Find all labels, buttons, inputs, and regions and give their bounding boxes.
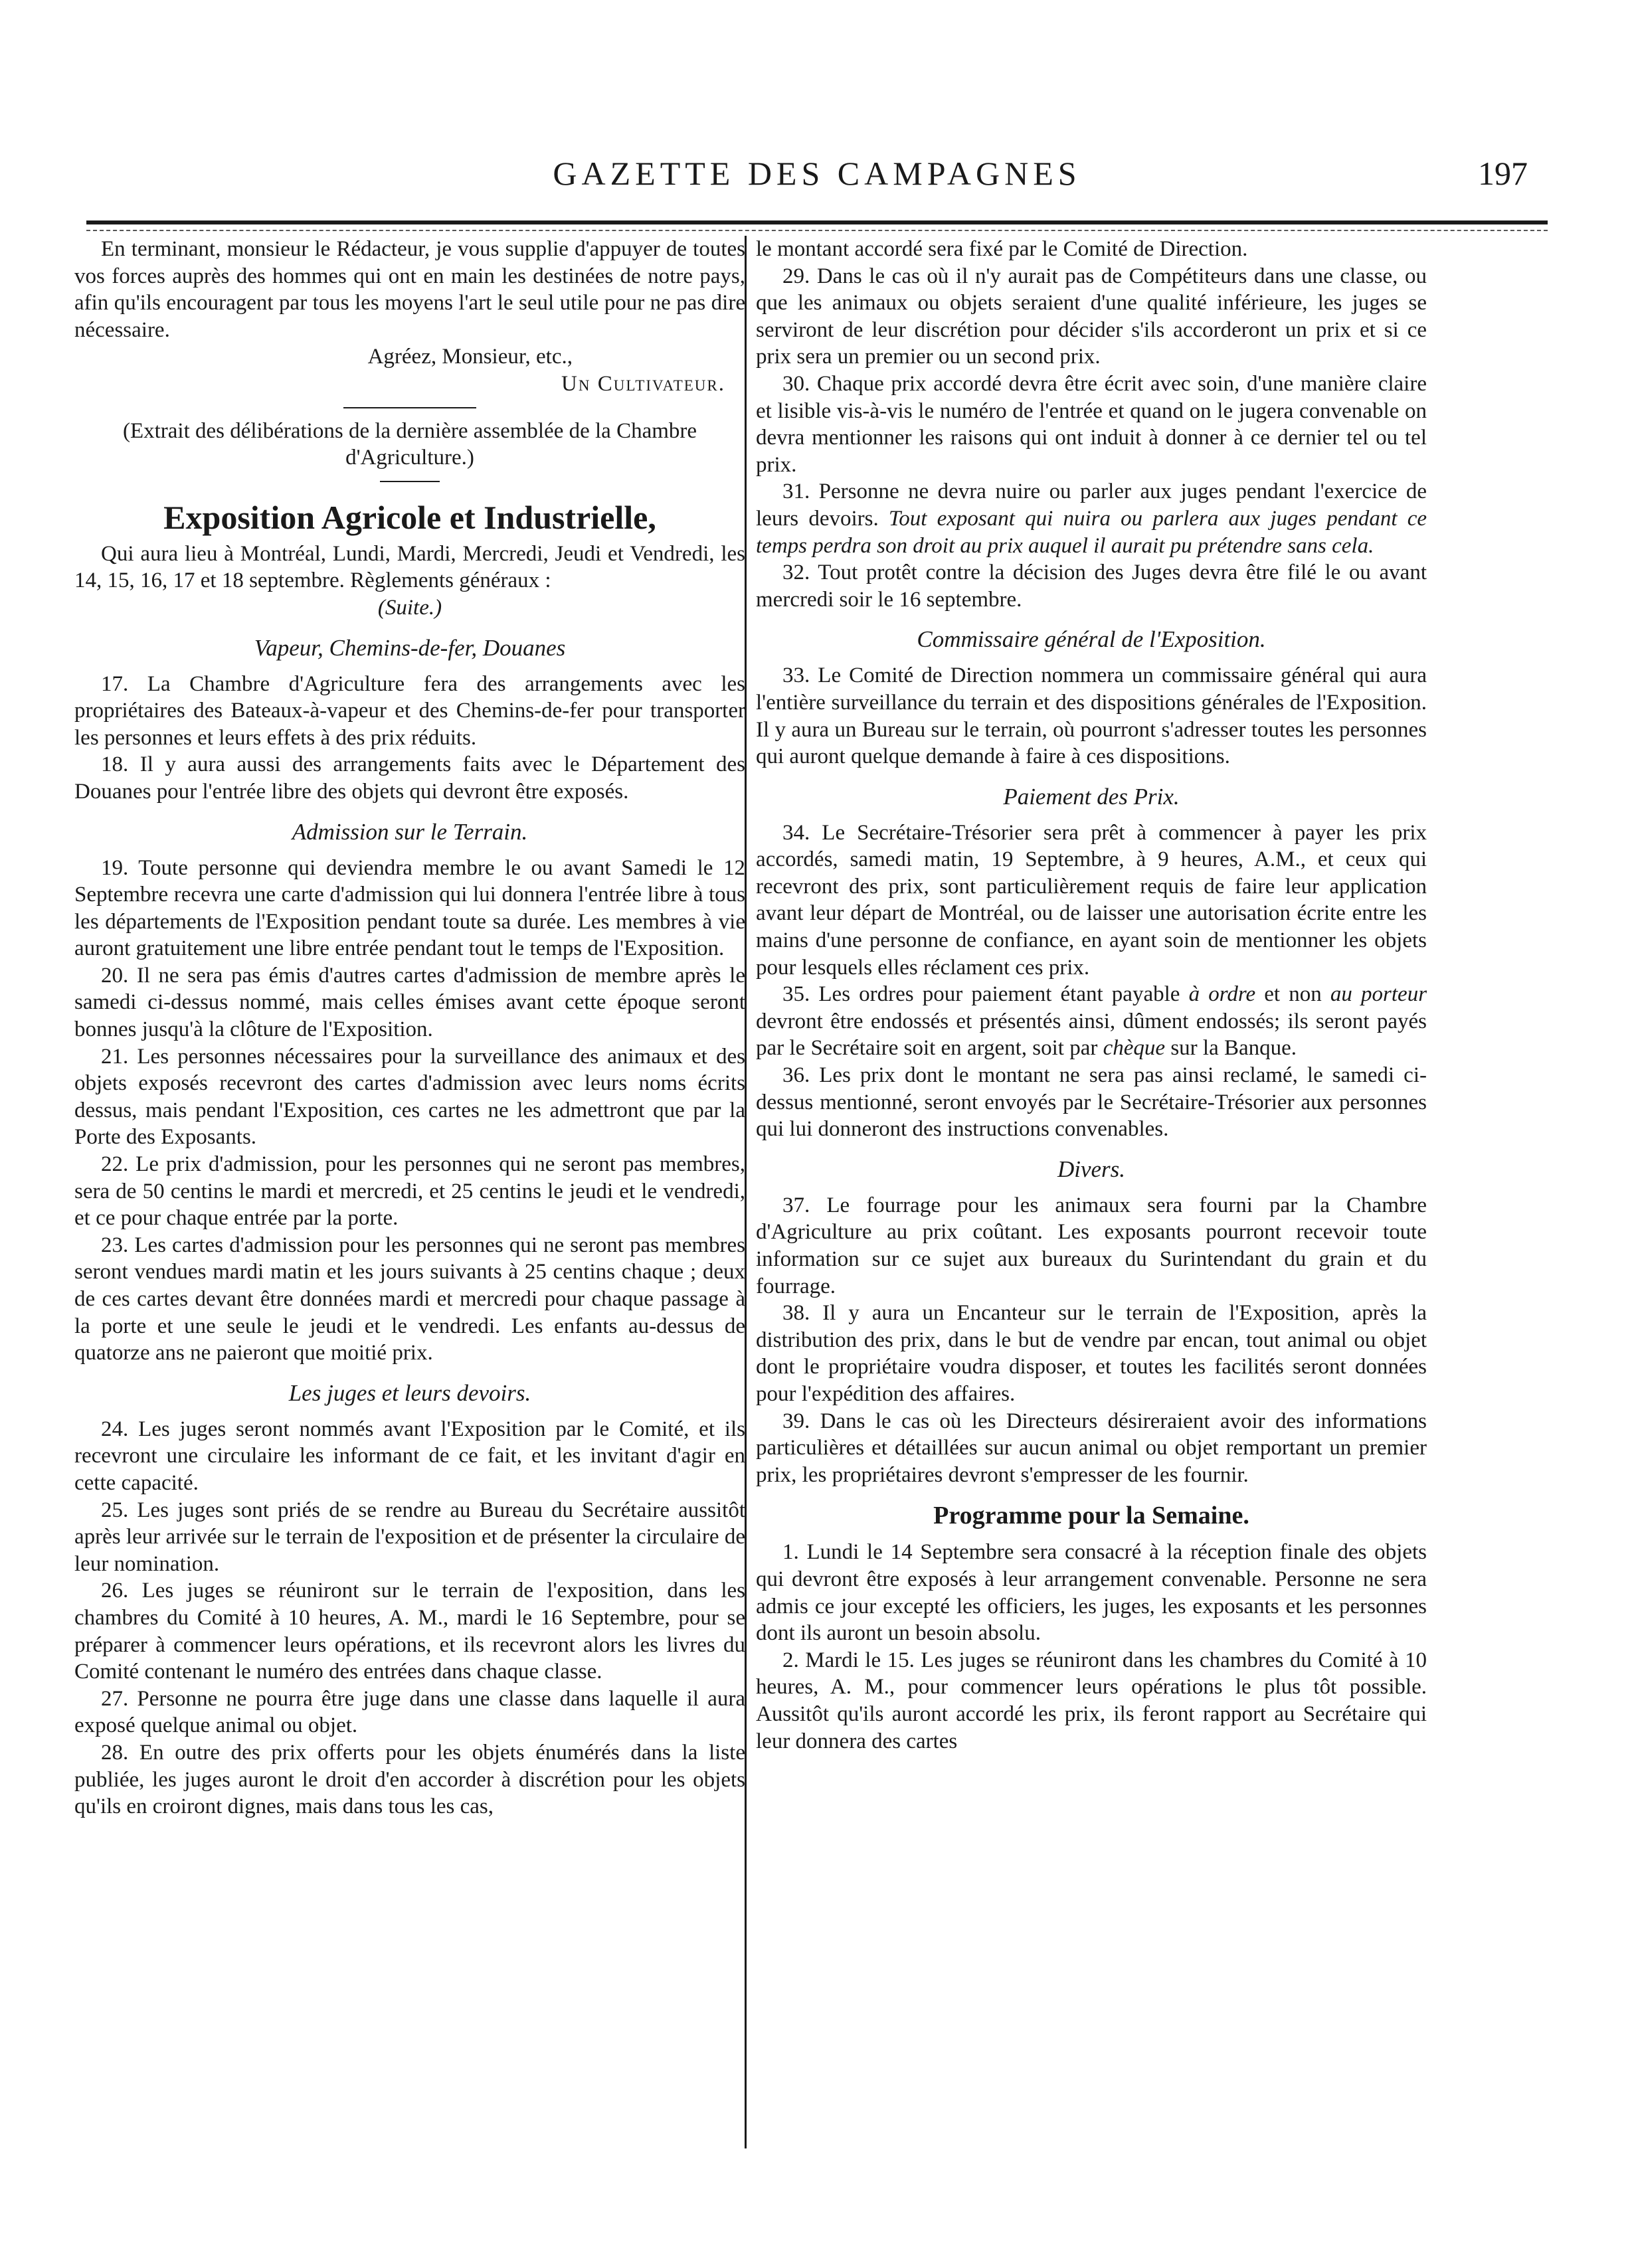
rule-32: 32. Tout protêt contre la décision des Juges devra être filé le ou avant mercredi soir le 16 septembre. — [756, 561, 1427, 612]
article-intro: Qui aura lieu à Montréal, Lundi, Mardi, Mercredi, Jeudi et Vendredi, les 14, 15, 16, 17 et 18 septembre. Règlements généraux : — [74, 541, 745, 593]
rule-29: 29. Dans le cas où il n'y aurait pas de Compétiteurs dans une classe, ou que les animaux ou objets seraient d'une qualité inférieure, les juges se serviront de leur discrétion pour décider s'ils accorderont un prix et si ce prix sera un premier ou un second prix. — [756, 264, 1427, 369]
section-heading: Paiement des Prix. — [1003, 783, 1180, 810]
section-heading: Commissaire général de l'Exposition. — [917, 626, 1266, 653]
rule-26: 26. Les juges se réuniront sur le terrain de l'exposition, dans les chambres du Comité à 10 heures, A. M., mardi le 16 Septembre, pour se préparer à commencer leurs opérations, et ils recevront alors les livres du Comité contenant le numéro des entrées dans chaque classe. — [74, 1579, 745, 1684]
section-heading: Les juges et leurs devoirs. — [288, 1379, 531, 1406]
extract-note: (Extrait des délibérations de la dernière assemblée de la Chambre d'Agriculture.) — [122, 418, 697, 470]
letter-end: En terminant, monsieur le Rédacteur, je vous supplie d'appuyer de toutes vos forces auprès des hommes qui ont en main les destinées de notre pays, afin qu'ils encouragent par tous les moyens l'art le seul utile pour ne pas dire nécessaire. — [74, 237, 745, 342]
rule-23: 23. Les cartes d'admission pour les personnes qui ne seront pas membres seront vendues mardi matin et les jours suivants à 25 centins chaque ; deux de ces cartes devant être données mardi et mercredi pour chaque passage à la porte et une seule le jeudi et le vendredi. Les enfants au-dessus de quatorze ans ne paieront que moitié prix. — [74, 1233, 745, 1365]
header-rule — [86, 220, 1548, 224]
section-heading: Divers. — [1057, 1156, 1126, 1182]
page-number: 197 — [1478, 155, 1528, 192]
separator-rule — [343, 407, 476, 408]
rule-28-continued: le montant accordé sera fixé par le Comité de Direction. — [756, 237, 1248, 261]
rule-28: 28. En outre des prix offerts pour les objets énumérés dans la liste publiée, les juges auront le droit d'en accorder à discrétion pour les objets qu'ils en croiront dignes, mais dans tous les cas, — [74, 1740, 745, 1819]
program-item-2: 2. Mardi le 15. Les juges se réuniront dans les chambres du Comité à 10 heures, A. M., pour commencer leurs opérations le plus tôt possible. Aussitôt qu'ils auront accordé les prix, ils feront rapport au Secrétaire qui leur donnera des cartes — [756, 1648, 1427, 1753]
rule-18: 18. Il y aura aussi des arrangements faits avec le Département des Douanes pour l'entrée libre des objets qui devront être exposés. — [74, 752, 745, 804]
rule-24: 24. Les juges seront nommés avant l'Exposition par le Comité, et ils recevront une circulaire les informant de ce fait, et les invitant d'agir en cette capacité. — [74, 1417, 745, 1495]
signature: Un Cultivateur. — [561, 371, 725, 396]
article-heading: Exposition Agricole et Industrielle, — [163, 498, 656, 536]
rule-22: 22. Le prix d'admission, pour les personnes qui ne seront pas membres, sera de 50 centins le mardi et mercredi, et 25 centins le jeudi et le vendredi, et ce pour chaque entrée par la porte. — [74, 1152, 745, 1231]
rule-34: 34. Le Secrétaire-Trésorier sera prêt à commencer à payer les prix accordés, samedi matin, 19 Septembre, à 9 heures, A.M., et ceux qui recevront des prix, sont particulièrement requis de faire leur application avant leur départ de Montréal, ou de laisser une autorisation écrite entre les mains d'une personne de confiance, en ayant soin de mentionner les objets pour lesquels elles réclament ces prix. — [756, 820, 1427, 980]
rule-20: 20. Il ne sera pas émis d'autres cartes d'admission de membre après le samedi ci-dessus nommé, mais celles émises avant cette époque seront bonnes jusqu'à la clôture de l'Exposition. — [74, 963, 745, 1042]
suite-label: (Suite.) — [377, 595, 442, 620]
program-item-1: 1. Lundi le 14 Septembre sera consacré à la réception finale des objets qui devront être exposés à leur arrangement convenable. Personne ne sera admis ce jour excepté les officiers, les juges, les exposants et les personnes dont ils auront un besoin absolu. — [756, 1540, 1427, 1646]
right-column — [756, 236, 1427, 1755]
section-heading: Programme pour la Semaine. — [933, 1502, 1249, 1530]
rule-38: 38. Il y aura un Encanteur sur le terrain de l'Exposition, après la distribution des prix, dans le but de vendre par encan, tout animal ou objet dont le propriétaire voudra disposer, et toutes les facilités seront données pour l'expédition des affaires. — [756, 1301, 1427, 1406]
rule-37: 37. Le fourrage pour les animaux sera fourni par la Chambre d'Agriculture au prix coûtant. Les exposants pourront recevoir toute information sur ce sujet aux bureaux du Surintendant du grain et du fourrage. — [756, 1193, 1427, 1298]
rule-36: 36. Les prix dont le montant ne sera pas ainsi reclamé, le samedi ci-dessus mentionné, seront envoyés par le Secrétaire-Trésorier aux personnes qui lui donneront des instructions convenables. — [756, 1063, 1427, 1142]
header-rule-dashed — [86, 230, 1548, 231]
rule-19: 19. Toute personne qui deviendra membre le ou avant Samedi le 12 Septembre recevra une carte d'admission qui lui donnera l'entrée libre à tous les départements de l'Exposition pendant toute sa durée. Les membres à vie auront gratuitement une libre entrée pendant tout le temps de l'Exposition. — [74, 855, 745, 961]
rule-39: 39. Dans le cas où les Directeurs désireraient avoir des informations particulières et détaillées sur aucun animal ou objet remportant un premier prix, les propriétaires devront s'empresser de les fournir. — [756, 1409, 1427, 1487]
running-title: GAZETTE DES CAMPAGNES — [553, 155, 1081, 192]
closing: Agréez, Monsieur, etc., — [367, 345, 573, 369]
rule-33: 33. Le Comité de Direction nommera un commissaire général qui aura l'entière surveillance du terrain et des dispositions générales de l'Exposition. Il y aura un Bureau sur le terrain, où pourront s'adresser toutes les personnes qui auront quelque demande à faire à ces dispositions. — [756, 663, 1427, 769]
rule-31: 31. Personne ne devra nuire ou parler aux juges pendant l'exercice de leurs devoirs. Tout exposant qui nuira ou parlera aux juges pendant ce temps perdra son droit au prix auquel il aurait pu prétendre sans cela. — [756, 480, 1427, 558]
rule-27: 27. Personne ne pourra être juge dans une classe dans laquelle il aura exposé quelque animal ou objet. — [74, 1686, 745, 1738]
rule-21: 21. Les personnes nécessaires pour la surveillance des animaux et des objets exposés recevront des cartes d'admission avec leurs noms écrits dessus, mais pendant l'Exposition, ces cartes ne les admettront que par la Porte des Exposants. — [74, 1044, 745, 1150]
rule-17: 17. La Chambre d'Agriculture fera des arrangements avec les propriétaires des Bateaux-à-vapeur et des Chemins-de-fer pour transporter les personnes et leurs effets à des prix réduits. — [74, 671, 745, 750]
rule-25: 25. Les juges sont priés de se rendre au Bureau du Secrétaire aussitôt après leur arrivée sur le terrain de l'exposition et de présenter la circulaire de leur nomination. — [74, 1498, 745, 1576]
page-header — [100, 154, 1534, 220]
rule-30: 30. Chaque prix accordé devra être écrit avec soin, d'une manière claire et lisible vis-à-vis le numéro de l'entrée et quand on le jugera convenable on devra mentionner les raisons qui ont induit à donner à ce dernier tel ou tel prix. — [756, 371, 1427, 477]
left-column — [74, 236, 745, 1820]
rule-35: 35. Les ordres pour paiement étant payable à ordre et non au porteur devront être endossés et présentés ainsi, dûment endossés; ils seront payés par le Secrétaire soit en argent, soit par chèque sur la Banque. — [756, 982, 1427, 1061]
section-heading: Admission sur le Terrain. — [292, 818, 528, 845]
separator-rule — [380, 481, 440, 482]
section-heading: Vapeur, Chemins-de-fer, Douanes — [254, 634, 566, 661]
